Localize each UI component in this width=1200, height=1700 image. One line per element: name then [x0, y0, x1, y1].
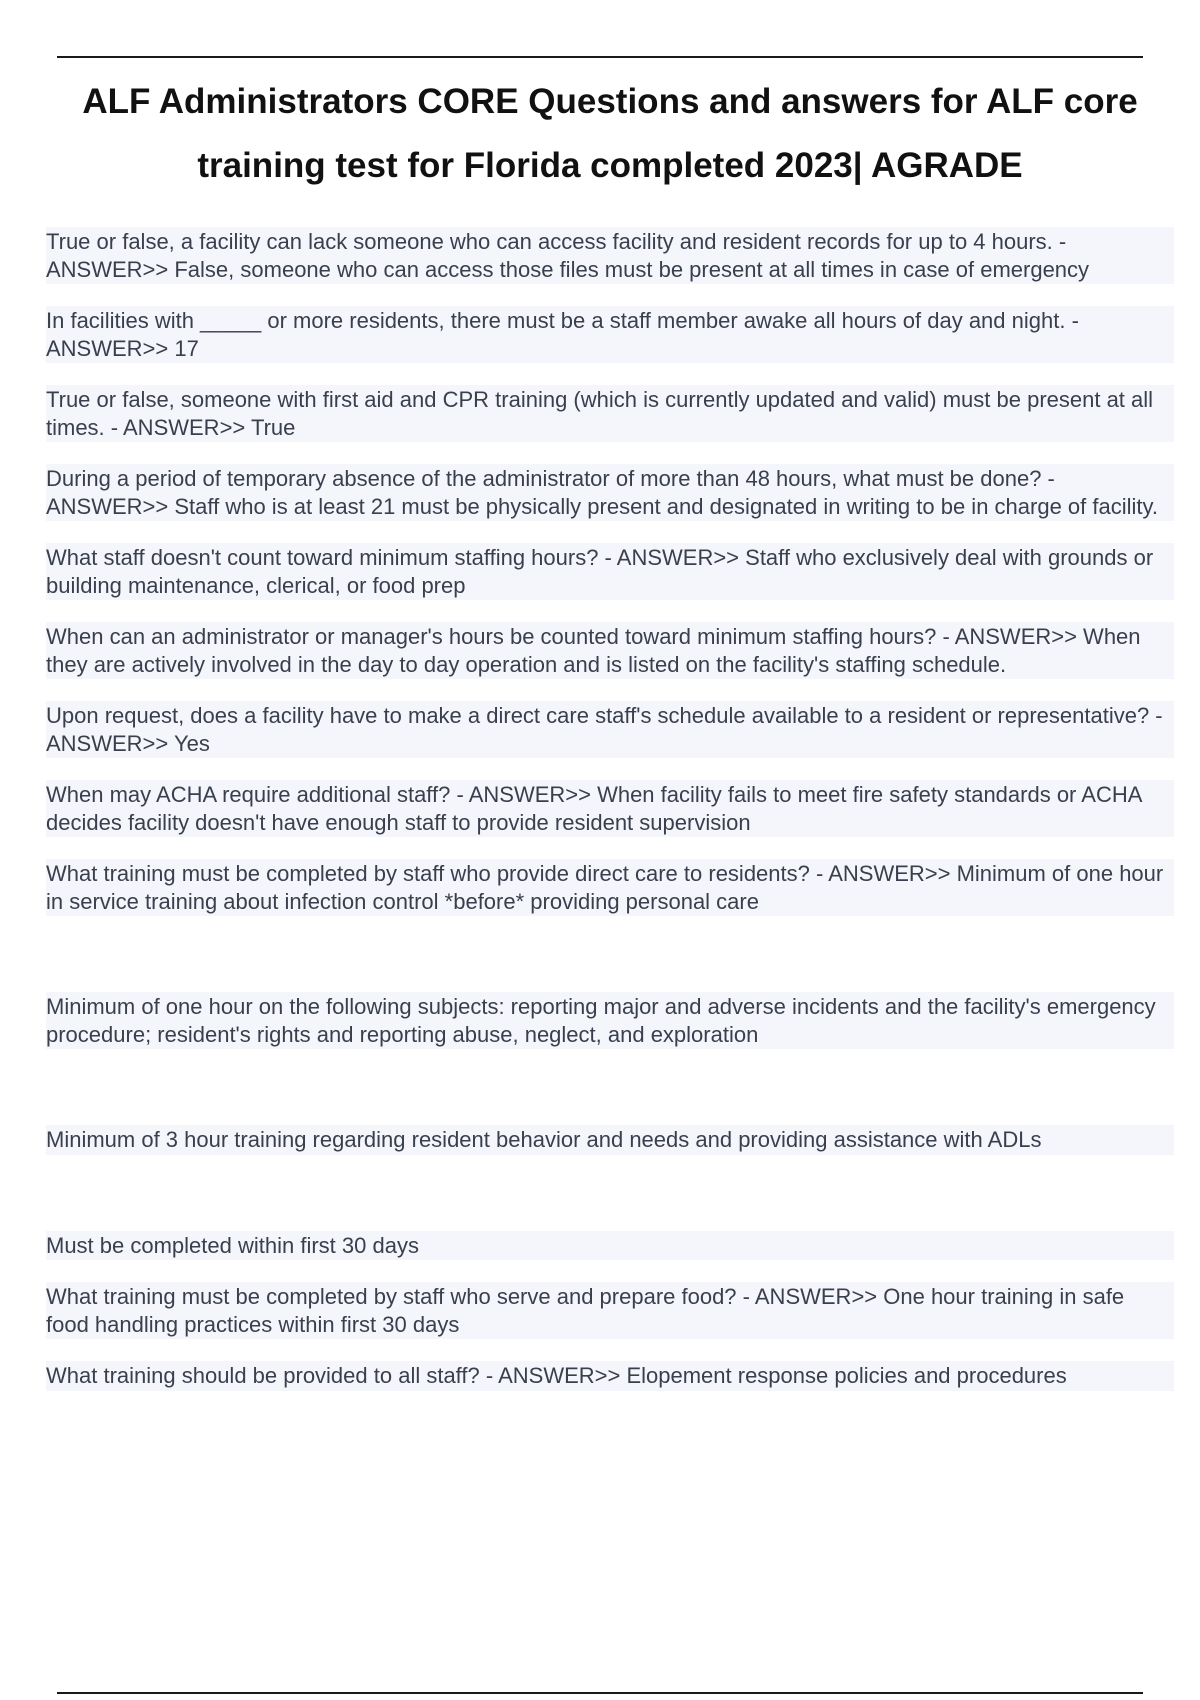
qa-item-6: When can an administrator or manager's hours be counted toward minimum staffing hours? - ANSWER>> When they are actively involved in the day to day operation and is listed on the facility's staffing schedule.	[46, 622, 1174, 679]
spacer	[46, 916, 1174, 992]
document-title: ALF Administrators CORE Questions and answers for ALF core training test for Florida completed 2023| AGRADE	[82, 82, 1138, 185]
qa-item-1: True or false, a facility can lack someone who can access facility and resident records for up to 4 hours. - ANSWER>> False, someone who can access those files must be present at all times in case of emergency	[46, 227, 1174, 284]
qa-list	[46, 227, 1174, 1391]
spacer	[46, 363, 1174, 385]
qa-item-11: Minimum of 3 hour training regarding resident behavior and needs and providing assistance with ADLs	[46, 1125, 1174, 1155]
spacer	[46, 442, 1174, 464]
top-divider	[57, 56, 1143, 58]
spacer	[46, 521, 1174, 543]
spacer	[46, 1049, 1174, 1125]
spacer	[46, 1339, 1174, 1361]
qa-item-13: What training must be completed by staff who serve and prepare food? - ANSWER>> One hour training in safe food handling practices within first 30 days	[46, 1282, 1174, 1339]
qa-item-3: True or false, someone with first aid and CPR training (which is currently updated and valid) must be present at all times. - ANSWER>> True	[46, 385, 1174, 442]
qa-item-4: During a period of temporary absence of the administrator of more than 48 hours, what must be done? - ANSWER>> Staff who is at least 21 must be physically present and designated in writing to be in charge of facility.	[46, 464, 1174, 521]
qa-item-14: What training should be provided to all staff? - ANSWER>> Elopement response policies and procedures	[46, 1361, 1174, 1391]
spacer	[46, 284, 1174, 306]
spacer	[46, 1155, 1174, 1231]
bottom-divider	[57, 1692, 1143, 1694]
qa-item-7: Upon request, does a facility have to make a direct care staff's schedule available to a resident or representative? - ANSWER>> Yes	[46, 701, 1174, 758]
spacer	[46, 1260, 1174, 1282]
qa-item-12: Must be completed within first 30 days	[46, 1231, 1174, 1261]
spacer	[46, 679, 1174, 701]
qa-item-2: In facilities with _____ or more residents, there must be a staff member awake all hours of day and night. - ANSWER>> 17	[46, 306, 1174, 363]
spacer	[46, 600, 1174, 622]
qa-item-8: When may ACHA require additional staff? - ANSWER>> When facility fails to meet fire safety standards or ACHA decides facility doesn't have enough staff to provide resident supervision	[46, 780, 1174, 837]
qa-item-10: Minimum of one hour on the following subjects: reporting major and adverse incidents and the facility's emergency procedure; resident's rights and reporting abuse, neglect, and exploration	[46, 992, 1174, 1049]
spacer	[46, 758, 1174, 780]
spacer	[46, 837, 1174, 859]
qa-item-9: What training must be completed by staff who provide direct care to residents? - ANSWER>> Minimum of one hour in service training about infection control *before* providing personal care	[46, 859, 1174, 916]
qa-item-5: What staff doesn't count toward minimum staffing hours? - ANSWER>> Staff who exclusively deal with grounds or building maintenance, clerical, or food prep	[46, 543, 1174, 600]
